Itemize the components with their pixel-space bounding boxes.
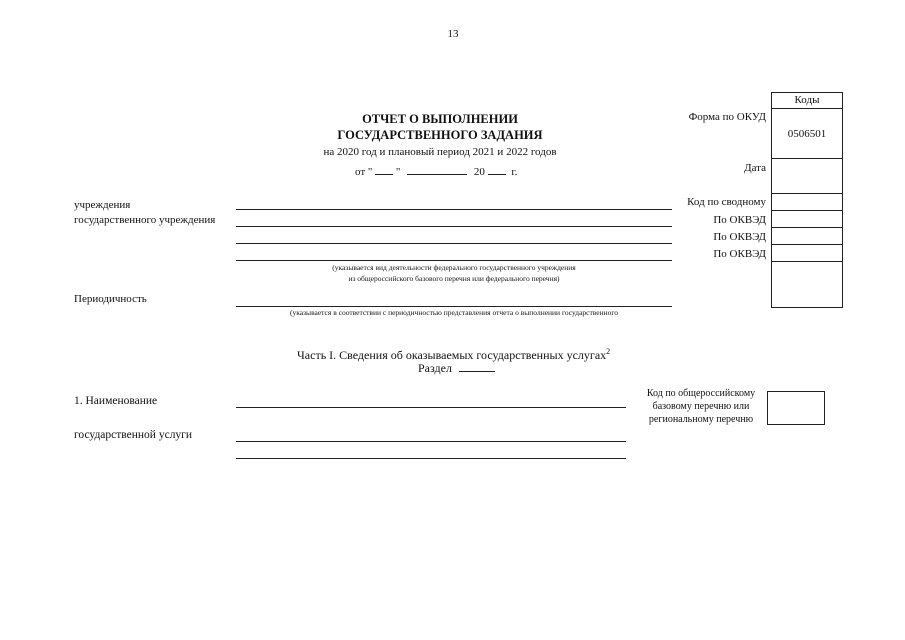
service-name-field[interactable] [236, 441, 626, 442]
codes-divider [771, 244, 843, 245]
date-century: 20 [473, 166, 485, 178]
institution-activity-field[interactable] [236, 226, 672, 227]
institution-label: учреждения [74, 199, 131, 211]
report-title-line-1: ОТЧЕТ О ВЫПОЛНЕНИИ [362, 112, 518, 126]
activity-note-line-1: (указывается вид деятельности федерального государственного учреждения [332, 263, 576, 272]
service-name-field[interactable] [236, 407, 626, 408]
date-suffix: г. [511, 166, 518, 178]
periodicity-label: Периодичность [74, 293, 147, 305]
service-name-field[interactable] [236, 458, 626, 459]
institution-name-field[interactable] [236, 209, 672, 210]
report-period: на 2020 год и плановый период 2021 и 2022 годов [323, 146, 557, 158]
institution-activity-field[interactable] [236, 260, 672, 261]
date-quote: " [395, 166, 401, 178]
codes-header: Коды [794, 94, 820, 106]
okved-label-3: По ОКВЭД [713, 248, 766, 260]
activity-note-line-2: из общероссийского базового перечня или федерального перечня) [348, 274, 560, 283]
code-base-list-line-2: базовому перечню или [652, 401, 750, 412]
codes-divider [771, 158, 843, 159]
codes-divider [771, 193, 843, 194]
date-month-field[interactable] [407, 164, 467, 175]
service-label: государственной услуги [74, 429, 193, 441]
okud-label: Форма по ОКУД [688, 111, 766, 123]
code-base-list-line-3: региональному перечню [648, 414, 754, 425]
codes-table [771, 92, 843, 308]
codes-divider [771, 108, 843, 109]
report-date-line [355, 164, 517, 178]
service-name-label: 1. Наименование [74, 395, 158, 407]
state-institution-label: государственного учреждения [74, 214, 216, 226]
section-line [418, 361, 495, 375]
okved-label-2: По ОКВЭД [713, 231, 766, 243]
code-base-list-line-1: Код по общероссийскому [646, 388, 756, 399]
part-title [297, 345, 610, 362]
section-number-field[interactable] [459, 361, 495, 372]
section-label: Раздел [418, 361, 452, 375]
part-title-text: Часть I. Сведения об оказываемых государственных услугах [297, 348, 607, 362]
okved-label-1: По ОКВЭД [713, 214, 766, 226]
part-title-footnote: 2 [606, 347, 611, 356]
institution-activity-field[interactable] [236, 243, 672, 244]
codes-divider [771, 210, 843, 211]
codes-divider [771, 227, 843, 228]
report-title-line-2: ГОСУДАРСТВЕННОГО ЗАДАНИЯ [337, 128, 543, 142]
date-year-field[interactable] [488, 164, 506, 175]
okud-code-value: 0506501 [787, 128, 827, 140]
page-number: 13 [447, 28, 459, 40]
date-prefix: от " [355, 166, 373, 178]
date-day-field[interactable] [375, 164, 393, 175]
date-label: Дата [744, 162, 766, 174]
periodicity-note: (указывается в соответствии с периодичностью представления отчета о выполнении государственного [289, 308, 619, 317]
codes-divider [771, 261, 843, 262]
base-list-code-field[interactable] [767, 391, 825, 425]
periodicity-field[interactable] [236, 306, 672, 307]
svod-label: Код по сводному [687, 196, 766, 208]
